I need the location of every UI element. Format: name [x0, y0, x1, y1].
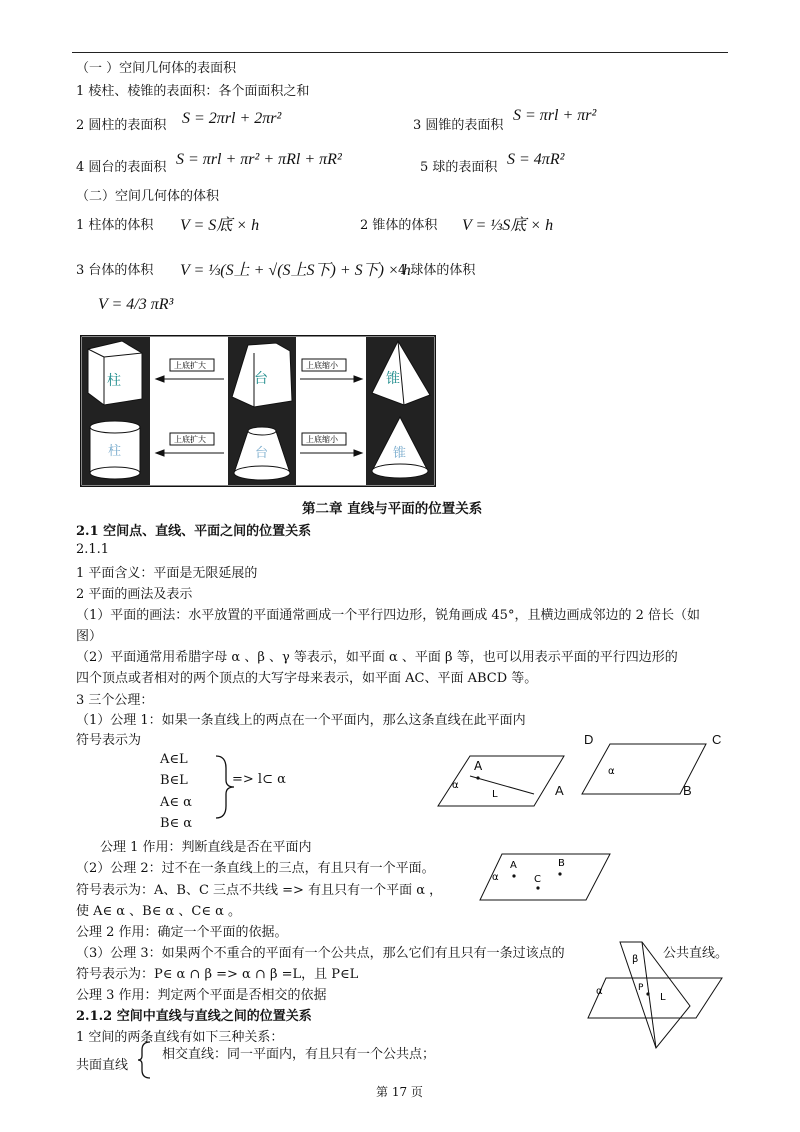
label-frustum-surface: 4 圆台的表面积: [76, 160, 167, 175]
para-axiom-3-use: 公理 3 作用：判定两个平面是否相交的依据: [76, 988, 327, 1003]
arrow-label-bot-right: 上底缩小: [306, 435, 338, 444]
symbol-b-in-l: B∈L: [160, 773, 188, 788]
section-title-surface: （一 ）空间几何体的表面积: [76, 61, 237, 76]
fig3-alpha-label: α: [492, 872, 499, 883]
pyramid-label: 锥: [386, 371, 400, 387]
section-2-1-1: 2.1.1: [76, 542, 110, 557]
prism-label: 柱: [107, 373, 121, 389]
formula-sphere-volume: V = 4/3 πR³: [98, 296, 174, 313]
para-axiom-2-symbol-cont: 使 A∈ α 、B∈ α 、C∈ α 。: [76, 904, 242, 919]
fig4-alpha-label: α: [596, 986, 603, 997]
label-prism-volume: 1 柱体的体积: [76, 218, 154, 233]
fig1-point-a-label: A: [474, 759, 483, 773]
three-points-figure: [478, 852, 614, 904]
para-drawing-method: （1）平面的画法：水平放置的平面通常画成一个平行四边形，锐角画成 45°，且横边画成邻边的 2 倍长（如: [76, 608, 700, 623]
label-sphere-volume: 4 球体的体积: [398, 263, 476, 278]
formula-cone-surface: S = πrl + πr²: [513, 107, 597, 124]
para-notation: （2）平面通常用希腊字母 α 、β 、γ 等表示，如平面 α 、平面 β 等，也可以用表示平面的平行四边形的: [76, 650, 678, 665]
arrow-label-top-right: 上底缩小: [306, 361, 338, 370]
para-plane-meaning: 1 平面含义：平面是无限延展的: [76, 566, 258, 581]
label-cone-surface: 3 圆锥的表面积: [413, 118, 504, 133]
header-rule: [72, 52, 728, 53]
fig2-alpha-label: α: [608, 766, 615, 777]
arrow-label-top-left: 上底扩大: [174, 361, 206, 370]
section-2-1-2: 2.1.2 空间中直线与直线之间的位置关系: [76, 1009, 312, 1024]
fig3-a-label: A: [510, 860, 517, 871]
brace-icon-2: [136, 1040, 154, 1080]
plane-line-figure: [430, 752, 570, 812]
para-axiom-1-use: 公理 1 作用：判断直线是否在平面内: [100, 840, 312, 855]
cone-label: 锥: [393, 446, 407, 461]
arrow-label-bot-left: 上底扩大: [174, 435, 206, 444]
line-prism-surface: 1 棱柱、棱锥的表面积：各个面面积之和: [76, 84, 310, 99]
fig3-c-label: C: [534, 874, 541, 885]
fig1-alpha-label: α: [452, 780, 459, 791]
para-axiom-3-end: 公共直线。: [663, 946, 729, 961]
para-axiom-2-use: 公理 2 作用：确定一个平面的依据。: [76, 925, 288, 940]
formula-sphere-surface: S = 4πR²: [507, 151, 565, 168]
para-axiom-3: （3）公理 3：如果两个不重合的平面有一个公共点，那么它们有且只有一条过该点的: [76, 946, 565, 961]
section-2-1: 2.1 空间点、直线、平面之间的位置关系: [76, 524, 312, 539]
fig2-vertex-c: C: [712, 732, 722, 747]
para-drawing-method-cont: 图）: [76, 629, 103, 644]
formula-pyramid-volume: V = ⅓S底 × h: [462, 217, 554, 234]
fig2-vertex-b: B: [683, 783, 692, 798]
para-plane-drawing: 2 平面的画法及表示: [76, 587, 193, 602]
fig4-l-label: L: [660, 992, 666, 1003]
formula-prism-volume: V = S底 × h: [180, 217, 260, 234]
intersecting-planes-figure: [586, 938, 729, 1052]
fig4-p-label: P: [638, 983, 644, 993]
page-footer: 第 17 页: [376, 1085, 423, 1099]
section-title-volume: （二）空间几何体的体积: [76, 189, 220, 204]
cylinder-label: 柱: [108, 444, 122, 459]
chapter-title: 第二章 直线与平面的位置关系: [302, 501, 483, 517]
label-coplanar-lines: 共面直线: [76, 1058, 129, 1073]
para-axiom-3-symbol: 符号表示为：P∈ α ∩ β => α ∩ β =L，且 P∈L: [76, 967, 359, 982]
formula-frustum-surface: S = πrl + πr² + πRl + πR²: [176, 151, 342, 168]
para-notation-cont: 四个顶点或者相对的两个顶点的大写字母来表示，如平面 AC、平面 ABCD 等。: [76, 671, 538, 686]
fig1-vertex-a: A: [555, 783, 564, 798]
fig3-b-label: B: [558, 858, 565, 869]
frustum-label: 台: [254, 371, 268, 387]
fig4-beta-label: β: [632, 954, 639, 965]
para-axiom-2-symbol: 符号表示为：A、B、C 三点不共线 => 有且只有一个平面 α ，: [76, 883, 443, 898]
label-sphere-surface: 5 球的表面积: [420, 160, 498, 175]
cone-frustum-label: 台: [255, 446, 269, 461]
para-symbol-label: 符号表示为: [76, 733, 142, 748]
para-three-axioms: 3 三个公理：: [76, 693, 154, 708]
solids-diagram: [80, 335, 436, 487]
para-axiom-2: （2）公理 2：过不在一条直线上的三点，有且只有一个平面。: [76, 861, 435, 876]
para-intersecting-lines: 相交直线：同一平面内，有且只有一个公共点；: [162, 1047, 436, 1062]
label-pyramid-volume: 2 锥体的体积: [360, 218, 438, 233]
symbol-result: => l⊂ α: [232, 772, 286, 787]
para-axiom-1: （1）公理 1：如果一条直线上的两点在一个平面内，那么这条直线在此平面内: [76, 713, 526, 728]
fig1-line-l-label: L: [492, 789, 498, 800]
symbol-a-in-alpha: A∈ α: [160, 795, 192, 810]
fig2-vertex-d: D: [584, 732, 594, 747]
para-three-relations: 1 空间的两条直线有如下三种关系：: [76, 1030, 284, 1045]
formula-frustum-volume: V = ⅓(S上 + √(S上S下) + S下) × h: [180, 262, 411, 279]
formula-cylinder-surface: S = 2πrl + 2πr²: [182, 110, 282, 127]
symbol-a-in-l: A∈L: [160, 752, 188, 767]
brace-icon: [214, 754, 238, 820]
symbol-b-in-alpha: B∈ α: [160, 816, 193, 831]
label-frustum-volume: 3 台体的体积: [76, 263, 154, 278]
label-cylinder-surface: 2 圆柱的表面积: [76, 118, 167, 133]
